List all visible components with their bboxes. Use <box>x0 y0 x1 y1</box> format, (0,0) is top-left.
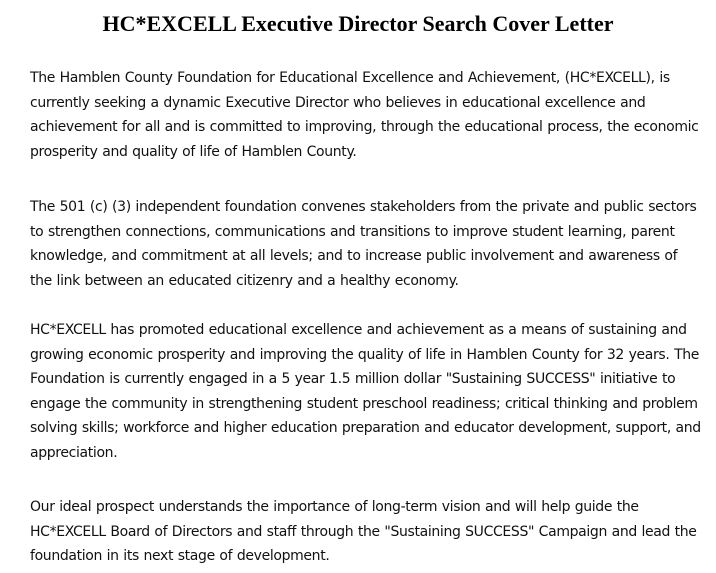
paragraph-history-initiative: HC*EXCELL has promoted educational excellence and achievement as a means of sustaining and growing economic prosperity and improving the quality of life in Hamblen County for 32 years. The Foundation is currently engaged in a 5 year 1.5 million dollar "Sustaining SUCCESS" initiative to engage the community in strengthening student preschool readiness; critical thinking and problem solving skills; workforce and higher education preparation and educator development, support, and appreciation. <box>30 322 701 461</box>
paragraph-foundation-mission: The 501 (c) (3) independent foundation convenes stakeholders from the private and public sectors to strengthen connections, communications and transitions to improve student learning, parent knowledge, and commitment at all levels; and to increase public involvement and awareness of the link between an educated citizenry and a healthy economy. <box>30 199 697 289</box>
paragraph-introduction: The Hamblen County Foundation for Educational Excellence and Achievement, (HC*EXCELL), is currently seeking a dynamic Executive Director who believes in educational excellence and achievement for all and is committed to improving, through the educational process, the economic prosperity and quality of life of Hamblen County. <box>30 70 699 160</box>
paragraph-ideal-prospect: Our ideal prospect understands the importance of long-term vision and will help guide the HC*EXCELL Board of Directors and staff through the "Sustaining SUCCESS" Campaign and lead the foundation in its next stage of development. <box>30 499 697 565</box>
page-title: HC*EXCELL Executive Director Search Cover Letter <box>102 11 614 36</box>
